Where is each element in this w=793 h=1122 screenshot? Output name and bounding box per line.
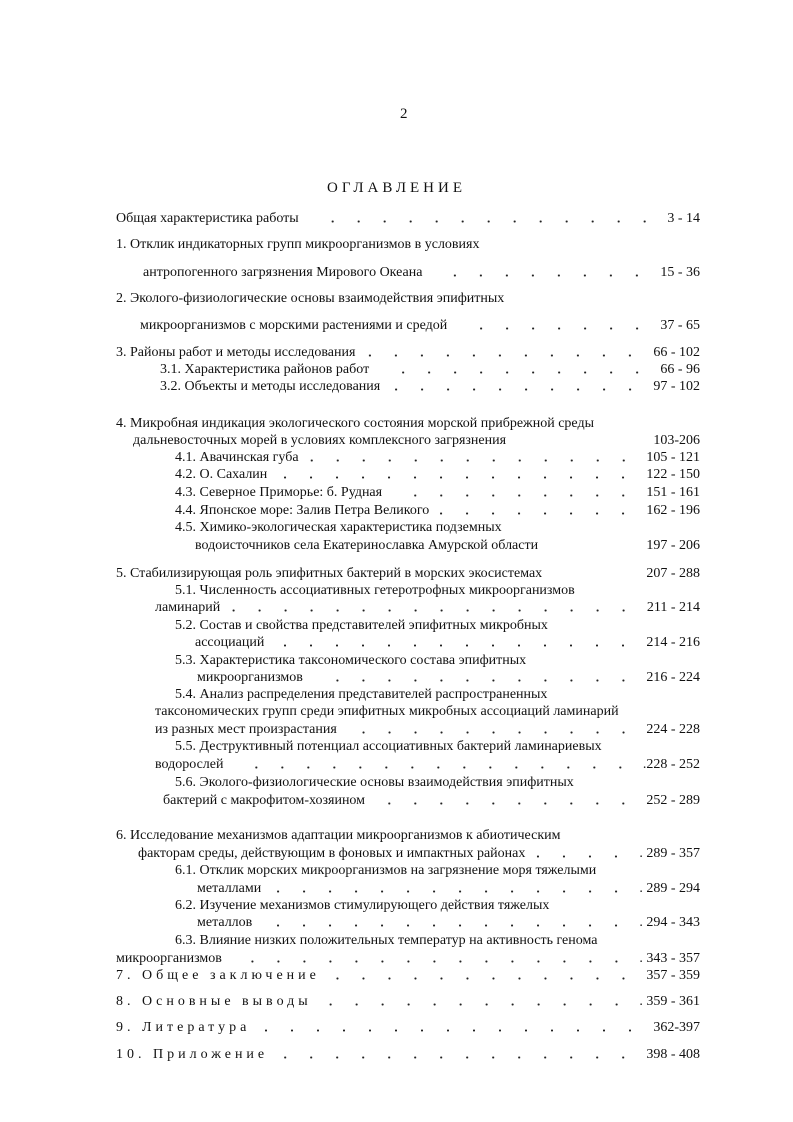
toc-entry bbox=[155, 756, 700, 773]
toc-entry bbox=[175, 519, 700, 536]
dot-leader bbox=[347, 731, 637, 734]
toc-entry-pages: 66 - 102 bbox=[653, 345, 700, 360]
toc-entry-pages: 3 - 14 bbox=[667, 211, 700, 226]
toc-entry-title: 6. Исследование механизмов адаптации микроорганизмов к абиотическим bbox=[116, 828, 561, 843]
toc-entry-title: таксономических групп среди эпифитных микробных ассоциаций ламинарий bbox=[155, 704, 619, 719]
toc-entry bbox=[175, 484, 700, 501]
toc-entry bbox=[175, 582, 700, 599]
toc-entry-pages: 162 - 196 bbox=[646, 503, 700, 518]
toc-entry-title: 4.3. Северное Приморье: б. Рудная bbox=[175, 485, 383, 500]
toc-entry-title: 3.1. Характеристика районов работ bbox=[160, 362, 370, 377]
toc-entry-title: 6.1. Отклик морских микроорганизмов на загрязнение моря тяжелыми bbox=[175, 863, 597, 878]
toc-entry-pages: . 289 - 294 bbox=[639, 881, 700, 896]
toc-entry-title: из разных мест произрастания bbox=[155, 722, 337, 737]
dot-leader bbox=[330, 977, 636, 980]
toc-entry bbox=[116, 993, 700, 1010]
toc-entry-pages: 224 - 228 bbox=[646, 722, 700, 737]
dot-leader bbox=[375, 802, 636, 805]
toc-entry-title: дальневосточных морей в условиях комплексного загрязнения bbox=[133, 433, 507, 448]
dot-leader bbox=[278, 1056, 636, 1059]
dot-leader bbox=[271, 890, 629, 893]
toc-entry-title: 3. Районы работ и методы исследования bbox=[116, 345, 356, 360]
toc-entry-title: микроорганизмов с морскими растениями и средой bbox=[140, 318, 448, 333]
toc-entry bbox=[175, 774, 700, 791]
toc-entry-pages: 97 - 102 bbox=[653, 379, 700, 394]
toc-entry-title: 6.2. Изучение механизмов стимулирующего действия тяжелых bbox=[175, 898, 550, 913]
toc-entry-title: водоисточников села Екатеринославка Амурской области bbox=[195, 538, 539, 553]
toc-entry-title: 3.2. Объекты и методы исследования bbox=[160, 379, 381, 394]
dot-leader bbox=[548, 547, 636, 550]
toc-entry-pages: 398 - 408 bbox=[646, 1047, 700, 1062]
toc-entry-pages: 15 - 36 bbox=[660, 265, 700, 280]
toc-entry-pages: 252 - 289 bbox=[646, 793, 700, 808]
toc-entry-title: металлов bbox=[197, 915, 253, 930]
dot-leader bbox=[309, 220, 658, 223]
toc-entry-title: водорослей bbox=[155, 757, 224, 772]
toc-entry-title: 5.1. Численность ассоциативных гетеротрофных микроорганизмов bbox=[175, 583, 575, 598]
dot-leader bbox=[535, 855, 629, 858]
toc-entry-pages: 211 - 214 bbox=[646, 600, 700, 615]
toc-entry bbox=[116, 565, 700, 582]
toc-entry bbox=[160, 378, 700, 395]
toc-entry-pages: 207 - 288 bbox=[646, 566, 700, 581]
toc-entry bbox=[116, 290, 700, 307]
toc-entry bbox=[175, 738, 700, 755]
toc-entry-pages: . 294 - 343 bbox=[639, 915, 700, 930]
toc-entry bbox=[155, 721, 700, 738]
toc-entry-pages: 216 - 224 bbox=[646, 670, 700, 685]
toc-entry bbox=[116, 210, 700, 227]
toc-entry bbox=[175, 449, 700, 466]
toc-entry-title: ламинарий bbox=[155, 600, 221, 615]
toc-entry bbox=[116, 415, 700, 432]
toc-entry-title: 4.5. Химико-экологическая характеристика подземных bbox=[175, 520, 502, 535]
toc-entry bbox=[116, 1046, 700, 1063]
toc-entry-title: металлами bbox=[197, 881, 262, 896]
dot-leader bbox=[262, 924, 629, 927]
toc-entry bbox=[175, 466, 700, 483]
toc-entry bbox=[175, 617, 700, 634]
toc-entry-pages: 151 - 161 bbox=[646, 485, 700, 500]
toc-entry bbox=[138, 845, 700, 862]
dot-leader bbox=[277, 476, 636, 479]
toc-entry bbox=[163, 792, 700, 809]
toc-entry-title: антропогенного загрязнения Мирового Океана bbox=[143, 265, 423, 280]
toc-entry bbox=[175, 862, 700, 879]
toc-entry-title: микроорганизмов bbox=[116, 951, 222, 966]
toc-entry bbox=[197, 914, 700, 931]
toc-entry bbox=[116, 827, 700, 844]
dot-leader bbox=[365, 354, 643, 357]
dot-leader bbox=[552, 575, 636, 578]
toc-entry-title: 5.3. Характеристика таксономического состава эпифитных bbox=[175, 653, 527, 668]
toc-entry bbox=[175, 932, 700, 949]
toc-entry bbox=[175, 686, 700, 703]
toc-entry-title: 10. Приложение bbox=[116, 1047, 269, 1062]
toc-entry bbox=[195, 634, 700, 651]
toc-entry-pages: 105 - 121 bbox=[646, 450, 700, 465]
toc-entry bbox=[175, 502, 700, 519]
toc-entry-title: 9. Литература bbox=[116, 1020, 251, 1035]
toc-entry bbox=[175, 897, 700, 914]
toc-entry bbox=[143, 264, 700, 281]
toc-entry-pages: 103-206 bbox=[653, 433, 700, 448]
toc-entry-pages: 37 - 65 bbox=[660, 318, 700, 333]
toc-entry bbox=[116, 950, 700, 967]
toc-entry-title: микроорганизмов bbox=[197, 670, 303, 685]
toc-entry-title: 2. Эколого-физиологические основы взаимодействия эпифитных bbox=[116, 291, 505, 306]
toc-entry-pages: 66 - 96 bbox=[660, 362, 700, 377]
toc-entry bbox=[133, 432, 700, 449]
dot-leader bbox=[379, 371, 650, 374]
toc-entry-pages: 214 - 216 bbox=[646, 635, 700, 650]
toc-entry-title: 4.4. Японское море: Залив Петра Великого bbox=[175, 503, 430, 518]
dot-leader bbox=[309, 459, 637, 462]
toc-entry-title: 6.3. Влияние низких положительных температур на активность генома bbox=[175, 933, 598, 948]
toc-entry-title: 4. Микробная индикация экологического состояния морской прибрежной среды bbox=[116, 416, 594, 431]
dot-leader bbox=[392, 494, 636, 497]
toc-entry-title: 5.4. Анализ распределения представителей распространенных bbox=[175, 687, 548, 702]
toc-entry-pages: 197 - 206 bbox=[646, 538, 700, 553]
toc-entry bbox=[197, 880, 700, 897]
dot-leader bbox=[234, 766, 633, 769]
dot-leader bbox=[230, 609, 637, 612]
dot-leader bbox=[232, 960, 629, 963]
toc-entry bbox=[195, 537, 700, 554]
dot-leader bbox=[432, 274, 650, 277]
toc-entry-title: 7. Общее заключение bbox=[116, 968, 320, 983]
toc-entry-title: 5.5. Деструктивный потенциал ассоциативных бактерий ламинариевых bbox=[175, 739, 602, 754]
toc-entry-title: бактерий с макрофитом-хозяином bbox=[163, 793, 366, 808]
toc-entry bbox=[155, 703, 700, 720]
toc-entry-pages: 122 - 150 bbox=[646, 467, 700, 482]
toc-entry-title: Общая характеристика работы bbox=[116, 211, 299, 226]
dot-leader bbox=[439, 512, 636, 515]
dot-leader bbox=[390, 388, 643, 391]
toc-entry-title: 1. Отклик индикаторных групп микроорганизмов в условиях bbox=[116, 237, 480, 252]
page-number: 2 bbox=[400, 106, 408, 122]
toc-entry bbox=[116, 967, 700, 984]
toc-entry bbox=[140, 317, 700, 334]
toc-entry-pages: 362-397 bbox=[653, 1020, 700, 1035]
toc-entry-title: 5. Стабилизирующая роль эпифитных бактерий в морских экосистемах bbox=[116, 566, 543, 581]
dot-leader bbox=[322, 1003, 630, 1006]
toc-entry-title: ассоциаций bbox=[195, 635, 265, 650]
dot-leader bbox=[516, 442, 643, 445]
dot-leader bbox=[260, 1029, 643, 1032]
toc-entry bbox=[116, 236, 700, 253]
dot-leader bbox=[274, 644, 636, 647]
toc-entry bbox=[175, 652, 700, 669]
toc-entry bbox=[116, 344, 700, 361]
toc-entry-title: 5.6. Эколого-физиологические основы взаимодействия эпифитных bbox=[175, 775, 574, 790]
toc-entry-pages: 357 - 359 bbox=[646, 968, 700, 983]
toc-entry-pages: .228 - 252 bbox=[642, 757, 700, 772]
toc-entry bbox=[197, 669, 700, 686]
toc-entry-title: 8. Основные выводы bbox=[116, 994, 312, 1009]
toc-entry-title: 4.1. Авачинская губа bbox=[175, 450, 299, 465]
toc-entry bbox=[160, 361, 700, 378]
toc-title: ОГЛАВЛЕНИЕ bbox=[327, 180, 466, 196]
toc-entry-pages: . 289 - 357 bbox=[639, 846, 700, 861]
toc-entry-pages: . 343 - 357 bbox=[639, 951, 700, 966]
toc-entry-title: 4.2. О. Сахалин bbox=[175, 467, 268, 482]
toc-entry bbox=[116, 1019, 700, 1036]
toc-entry-title: факторам среды, действующим в фоновых и импактных районах bbox=[138, 846, 526, 861]
dot-leader bbox=[457, 327, 650, 330]
toc-entry-pages: . 359 - 361 bbox=[639, 994, 700, 1009]
toc-entry-title: 5.2. Состав и свойства представителей эпифитных микробных bbox=[175, 618, 548, 633]
toc-entry bbox=[155, 599, 700, 616]
dot-leader bbox=[313, 679, 636, 682]
